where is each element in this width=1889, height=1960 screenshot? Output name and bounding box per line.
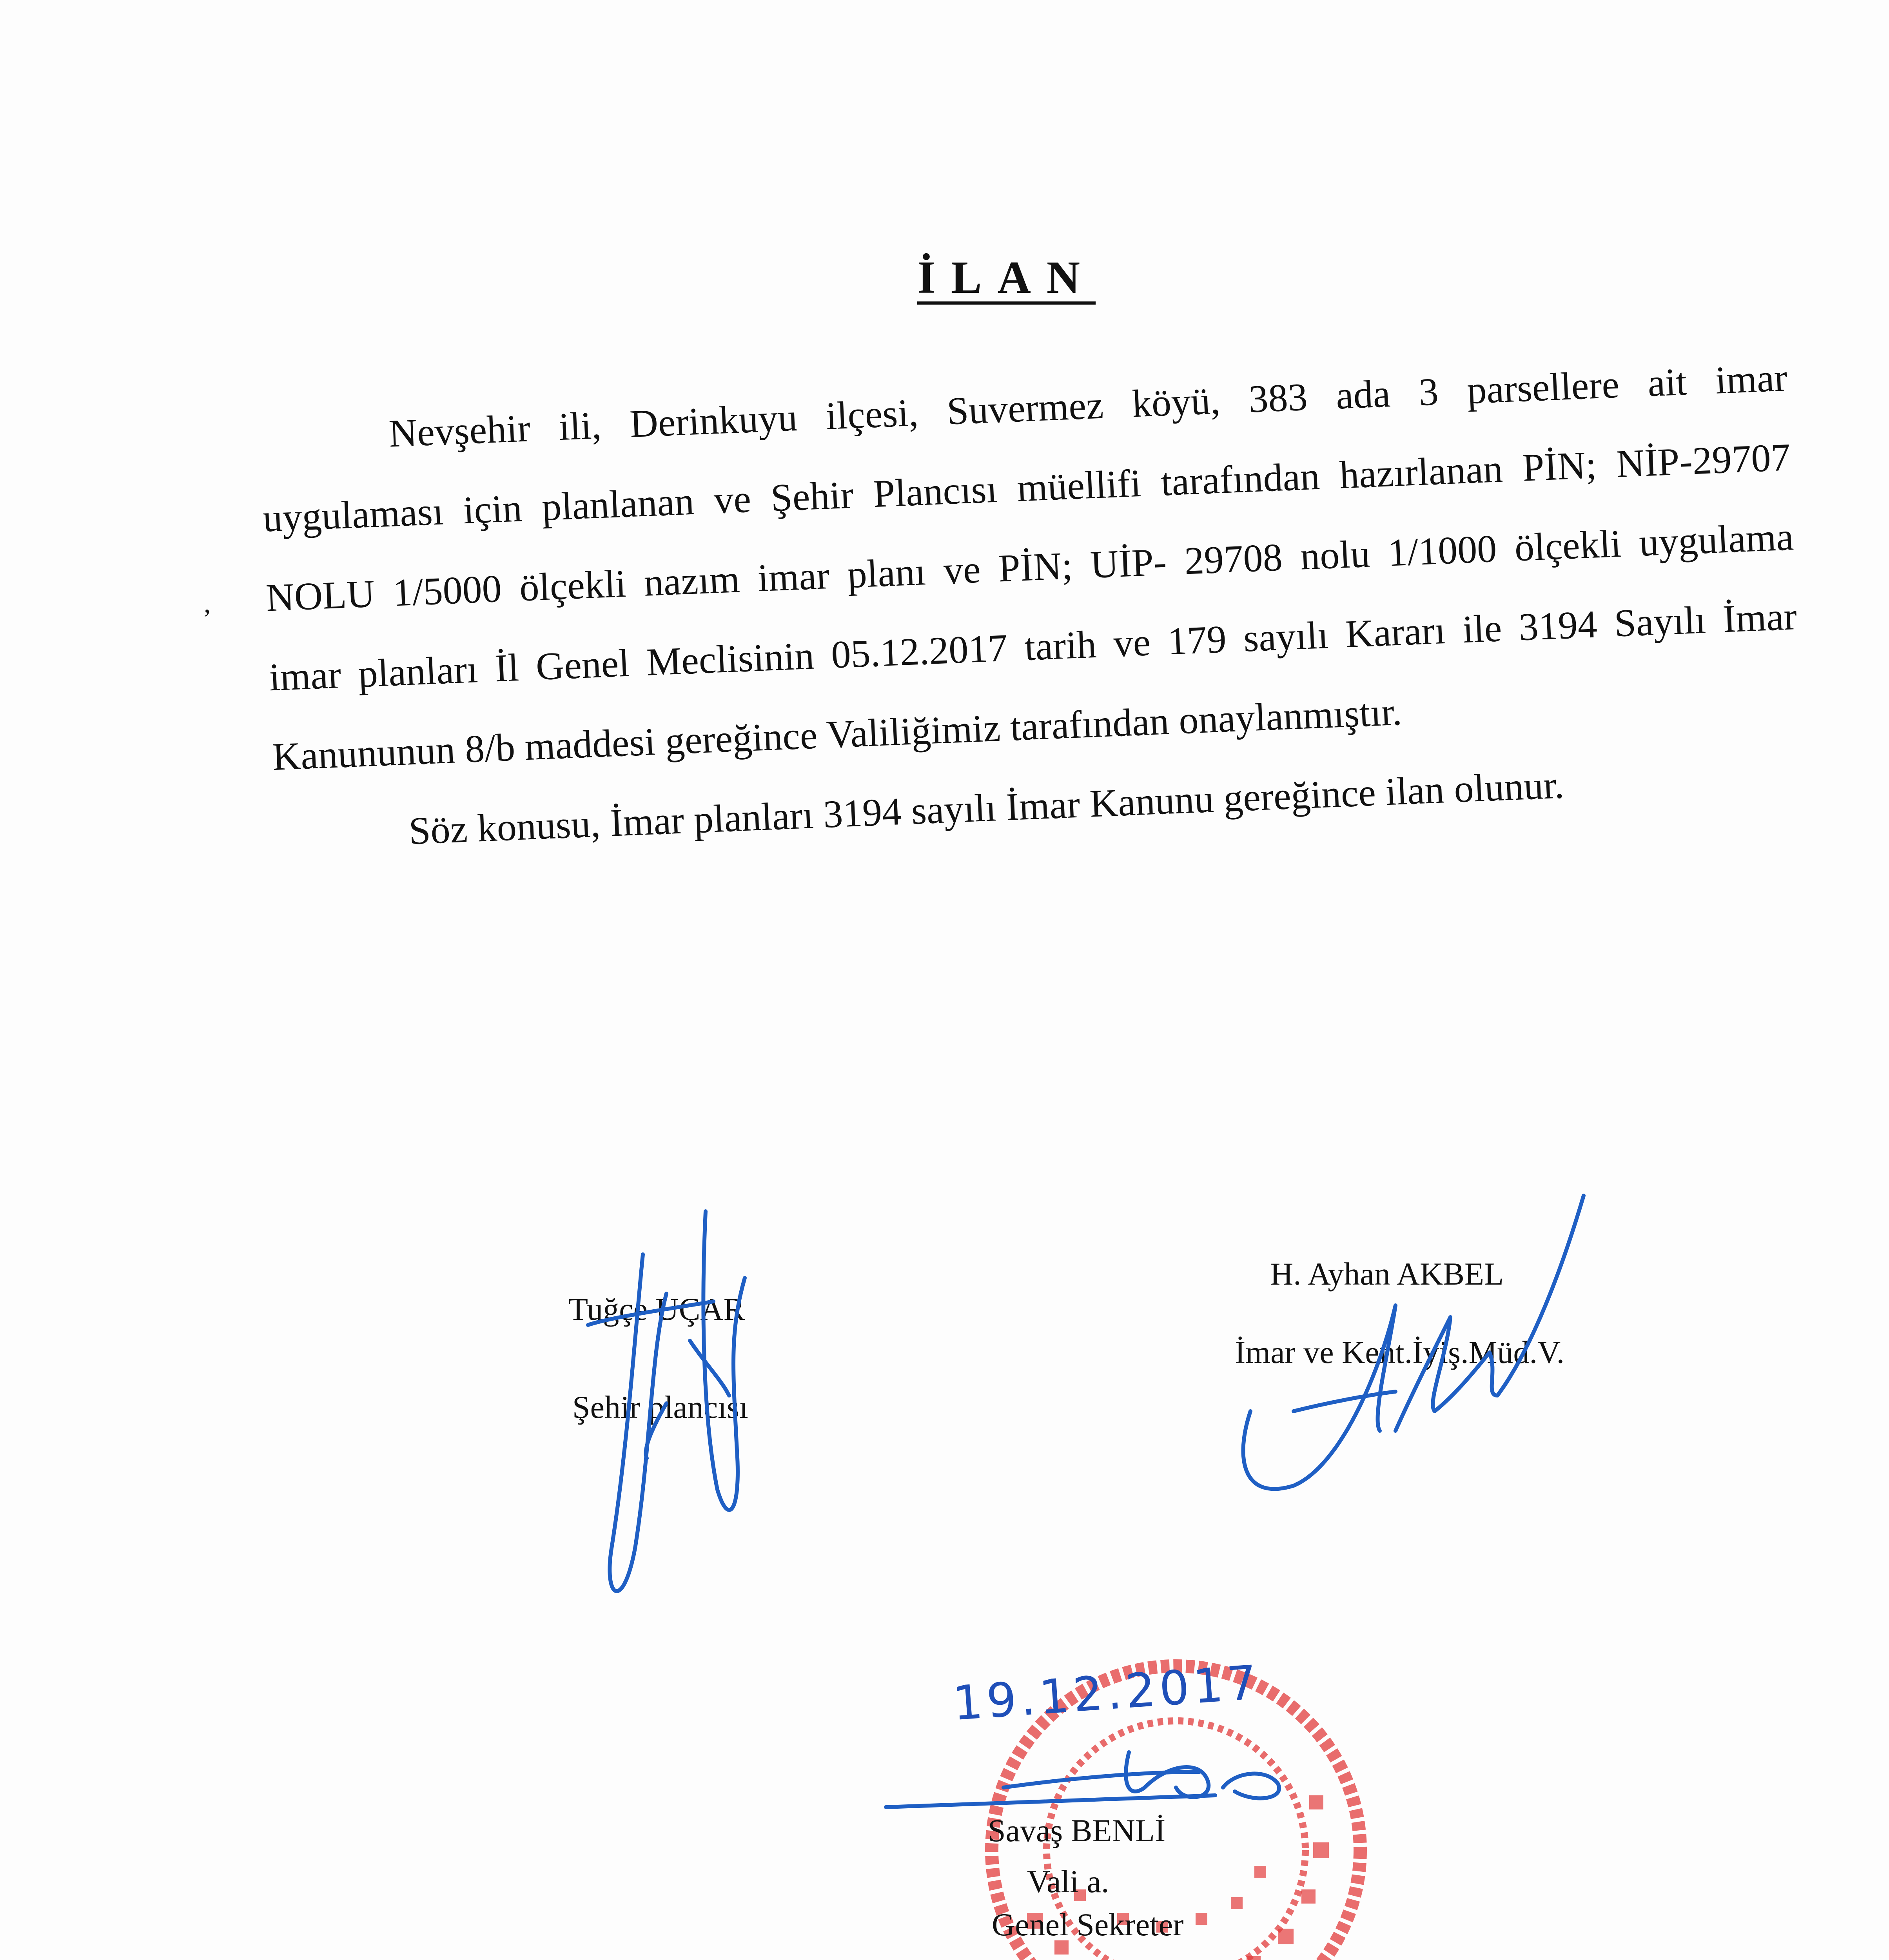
- bottom-signature-icon: [886, 1752, 1279, 1807]
- bottom-signatory-name: Savaş BENLİ: [988, 1813, 1166, 1848]
- bottom-signatory-title-2: Genel Sekreter: [992, 1907, 1184, 1942]
- body-line: Nevşehir ili, Derinkuyu ilçesi, Suvermez köyü, 383 ada 3 parsellere ait imar: [388, 356, 1788, 456]
- handwritten-date: 19.12.2017: [951, 1655, 1263, 1731]
- body-line: NOLU 1/5000 ölçekli nazım imar planı ve PİN; UİP- 29708 nolu 1/1000 ölçekli uygulama: [265, 515, 1795, 620]
- body-line: uygulaması için planlanan ve Şehir Plancısı müellifi tarafından hazırlanan PİN; NİP-29707: [262, 435, 1791, 540]
- document-title: İLAN: [917, 252, 1096, 303]
- stray-mark: ,: [204, 588, 211, 619]
- left-signature-icon: [588, 1211, 745, 1591]
- body-line: imar planları İl Genel Meclisinin 05.12.2017 tarih ve 179 sayılı Kararı ile 3194 Sayılı İmar: [268, 594, 1798, 699]
- right-signatory-name: H. Ayhan AKBEL: [1270, 1256, 1504, 1292]
- body-line: Kanununun 8/b maddesi gereğince Valiliğimiz tarafından onaylanmıştır.: [271, 690, 1403, 779]
- left-signatory-title: Şehir plancısı: [572, 1389, 748, 1425]
- closing-line: Söz konusu, İmar planları 3194 sayılı İmar Kanunu gereğince ilan olunur.: [408, 763, 1565, 853]
- bottom-signatory-title-1: Vali a.: [1027, 1864, 1109, 1899]
- left-signatory-name: Tuğçe UÇAR: [568, 1291, 745, 1327]
- right-signature-icon: [1243, 1196, 1584, 1489]
- right-signatory-title: İmar ve Kent.İyiş.Müd.V.: [1235, 1334, 1565, 1370]
